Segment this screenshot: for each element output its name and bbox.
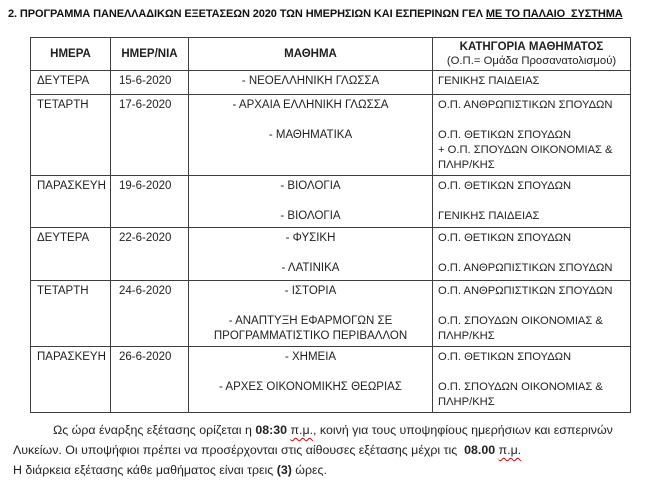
- footer-text-segment: ώρες.: [291, 463, 327, 477]
- category-line: ΓΕΝΙΚΗΣ ΠΑΙΔΕΙΑΣ: [438, 75, 540, 87]
- day-cell: [31, 71, 111, 95]
- date-cell: [111, 347, 189, 413]
- category-cell: [433, 281, 631, 347]
- subject-line: - ΜΑΘΗΜΑΤΙΚΑ: [268, 129, 353, 141]
- page-title-underlined-text: ΜΕ ΤΟ ΠΑΛΑΙΟ ΣΥΣΤΗΜΑ: [485, 8, 623, 20]
- subject-cell: [189, 95, 433, 176]
- subject-line: - ΑΝΑΠΤΥΞΗ ΕΦΑΡΜΟΓΩΝ ΣΕ: [228, 315, 393, 327]
- category-line: [436, 194, 627, 209]
- subject-line: [192, 246, 429, 261]
- category-line: Ο.Π. ΑΝΘΡΩΠΙΣΤΙΚΩΝ ΣΠΟΥΔΩΝ: [438, 262, 613, 274]
- category-line: [436, 299, 627, 314]
- day-line: ΔΕΥΤΕΡΑ: [37, 232, 90, 244]
- category-line: Ο.Π. ΘΕΤΙΚΩΝ ΣΠΟΥΔΩΝ: [438, 180, 572, 192]
- category-cell: [433, 71, 631, 95]
- category-line: [436, 113, 627, 128]
- subject-line: - ΒΙΟΛΟΓΙΑ: [280, 210, 341, 222]
- category-cell: [433, 228, 631, 281]
- category-cell: [433, 95, 631, 176]
- date-cell: [111, 71, 189, 95]
- subject-line: - ΦΥΣΙΚΗ: [285, 232, 336, 244]
- column-header-category-title: ΚΑΤΗΓΟΡΙΑ ΜΑΘΗΜΑΤΟΣ: [459, 41, 604, 53]
- table-row: [31, 281, 631, 347]
- date-line: 26-6-2020: [119, 351, 172, 363]
- date-cell: [111, 176, 189, 228]
- footer-text-segment: Η διάρκεια εξέτασης κάθε μαθήματος είναι τρεις: [13, 463, 277, 477]
- category-line: ΠΛΗΡ/ΚΗΣ: [438, 396, 495, 408]
- subject-cell: [189, 347, 433, 413]
- category-line: Ο.Π. ΑΝΘΡΩΠΙΣΤΙΚΩΝ ΣΠΟΥΔΩΝ: [438, 285, 613, 297]
- column-header-category-note: (Ο.Π.= Ομάδα Προσανατολισμού): [446, 55, 617, 67]
- day-line: ΤΕΤΑΡΤΗ: [37, 285, 89, 297]
- column-header-subject: ΜΑΘΗΜΑ: [189, 38, 433, 71]
- subject-line: [192, 299, 429, 314]
- subject-cell: [189, 228, 433, 281]
- footer-text-segment: 08.00: [464, 443, 496, 457]
- category-line: Ο.Π. ΑΝΘΡΩΠΙΣΤΙΚΩΝ ΣΠΟΥΔΩΝ: [438, 99, 613, 111]
- day-line: ΠΑΡΑΣΚΕΥΗ: [37, 351, 106, 363]
- subject-line: - ΝΕΟΕΛΛΗΝΙΚΗ ΓΛΩΣΣΑ: [241, 75, 380, 87]
- column-header-category: [433, 38, 631, 71]
- footer-note-duration: [13, 460, 648, 480]
- table-row: [31, 176, 631, 228]
- subject-line: [192, 365, 429, 380]
- date-line: 19-6-2020: [119, 180, 172, 192]
- date-cell: [111, 228, 189, 281]
- table-row: [31, 71, 631, 95]
- category-line: ΠΛΗΡ/ΚΗΣ: [438, 159, 495, 171]
- category-line: ΓΕΝΙΚΗΣ ΠΑΙΔΕΙΑΣ: [438, 210, 540, 222]
- category-line: Ο.Π. ΣΠΟΥΔΩΝ ΟΙΚΟΝΟΜΙΑΣ &: [438, 381, 603, 393]
- subject-cell: [189, 71, 433, 95]
- column-header-day: ΗΜΕΡΑ: [31, 38, 111, 71]
- day-cell: [31, 281, 111, 347]
- subject-line: - ΑΡΧΑΙΑ ΕΛΛΗΝΙΚΗ ΓΛΩΣΣΑ: [232, 99, 389, 111]
- subject-line: - ΙΣΤΟΡΙΑ: [284, 285, 337, 297]
- footer-text-segment: 08:30: [255, 423, 288, 437]
- footer-text-segment: π.μ.: [498, 443, 522, 457]
- subject-line: - ΒΙΟΛΟΓΙΑ: [280, 180, 341, 192]
- date-cell: [111, 95, 189, 176]
- day-cell: [31, 95, 111, 176]
- footer-note-start-time: [13, 420, 648, 460]
- category-line: Ο.Π. ΣΠΟΥΔΩΝ ΟΙΚΟΝΟΜΙΑΣ &: [438, 315, 603, 327]
- category-line: [436, 246, 627, 261]
- date-line: 15-6-2020: [119, 75, 172, 87]
- subject-cell: [189, 281, 433, 347]
- category-line: Ο.Π. ΘΕΤΙΚΩΝ ΣΠΟΥΔΩΝ: [438, 129, 572, 141]
- date-line: 24-6-2020: [119, 285, 172, 297]
- category-cell: [433, 176, 631, 228]
- footer-text-segment: π.μ.: [290, 423, 314, 437]
- day-line: ΠΑΡΑΣΚΕΥΗ: [37, 180, 106, 192]
- category-cell: [433, 347, 631, 413]
- page-title-text: 2. ΠΡΟΓΡΑΜΜΑ ΠΑΝΕΛΛΑΔΙΚΩΝ ΕΞΕΤΑΣΕΩΝ 2020 ΤΩΝ ΗΜΕΡΗΣΙΩΝ ΚΑΙ ΕΣΠΕΡΙΝΩΝ ΓΕΛ: [8, 8, 486, 20]
- subject-line: - ΑΡΧΕΣ ΟΙΚΟΝΟΜΙΚΗΣ ΘΕΩΡΙΑΣ: [219, 381, 402, 393]
- footer-text-segment: Ως ώρα έναρξης εξέτασης ορίζεται η: [53, 423, 256, 437]
- subject-line: [192, 113, 429, 128]
- date-line: 22-6-2020: [119, 232, 172, 244]
- column-header-date: ΗΜΕΡ/ΝΙΑ: [111, 38, 189, 71]
- category-line: Ο.Π. ΘΕΤΙΚΩΝ ΣΠΟΥΔΩΝ: [438, 232, 572, 244]
- subject-line: - ΧΗΜΕΙΑ: [284, 351, 337, 363]
- subject-line: ΠΡΟΓΡΑΜΜΑΤΙΣΤΙΚΟ ΠΕΡΙΒΑΛΛΟΝ: [213, 330, 408, 342]
- subject-cell: [189, 176, 433, 228]
- subject-line: [192, 194, 429, 209]
- footer-text-segment: (3): [276, 463, 292, 477]
- category-line: + Ο.Π. ΣΠΟΥΔΩΝ ΟΙΚΟΝΟΜΙΑΣ &: [438, 144, 613, 156]
- table-header-row: [31, 38, 631, 71]
- footer-text-segment: , κοινή για τους υποψηφίους ημερήσιων και εσπερινών Λυκείων. Οι υποψήφιοι πρέπει να προσέρχονται στις αίθουσες εξέτασης μέχρι τις: [13, 423, 616, 457]
- table-row: [31, 228, 631, 281]
- day-cell: [31, 176, 111, 228]
- page-title: [8, 8, 652, 20]
- date-cell: [111, 281, 189, 347]
- day-cell: [31, 347, 111, 413]
- day-line: ΔΕΥΤΕΡΑ: [37, 75, 90, 87]
- category-line: Ο.Π. ΘΕΤΙΚΩΝ ΣΠΟΥΔΩΝ: [438, 351, 572, 363]
- exam-schedule-table: [30, 37, 631, 413]
- day-line: ΤΕΤΑΡΤΗ: [37, 99, 89, 111]
- subject-line: - ΛΑΤΙΝΙΚΑ: [281, 262, 340, 274]
- table-row: [31, 95, 631, 176]
- table-row: [31, 347, 631, 413]
- category-line: [436, 365, 627, 380]
- category-line: ΠΛΗΡ/ΚΗΣ: [438, 330, 495, 342]
- day-cell: [31, 228, 111, 281]
- footer-notes: [13, 420, 648, 480]
- date-line: 17-6-2020: [119, 99, 172, 111]
